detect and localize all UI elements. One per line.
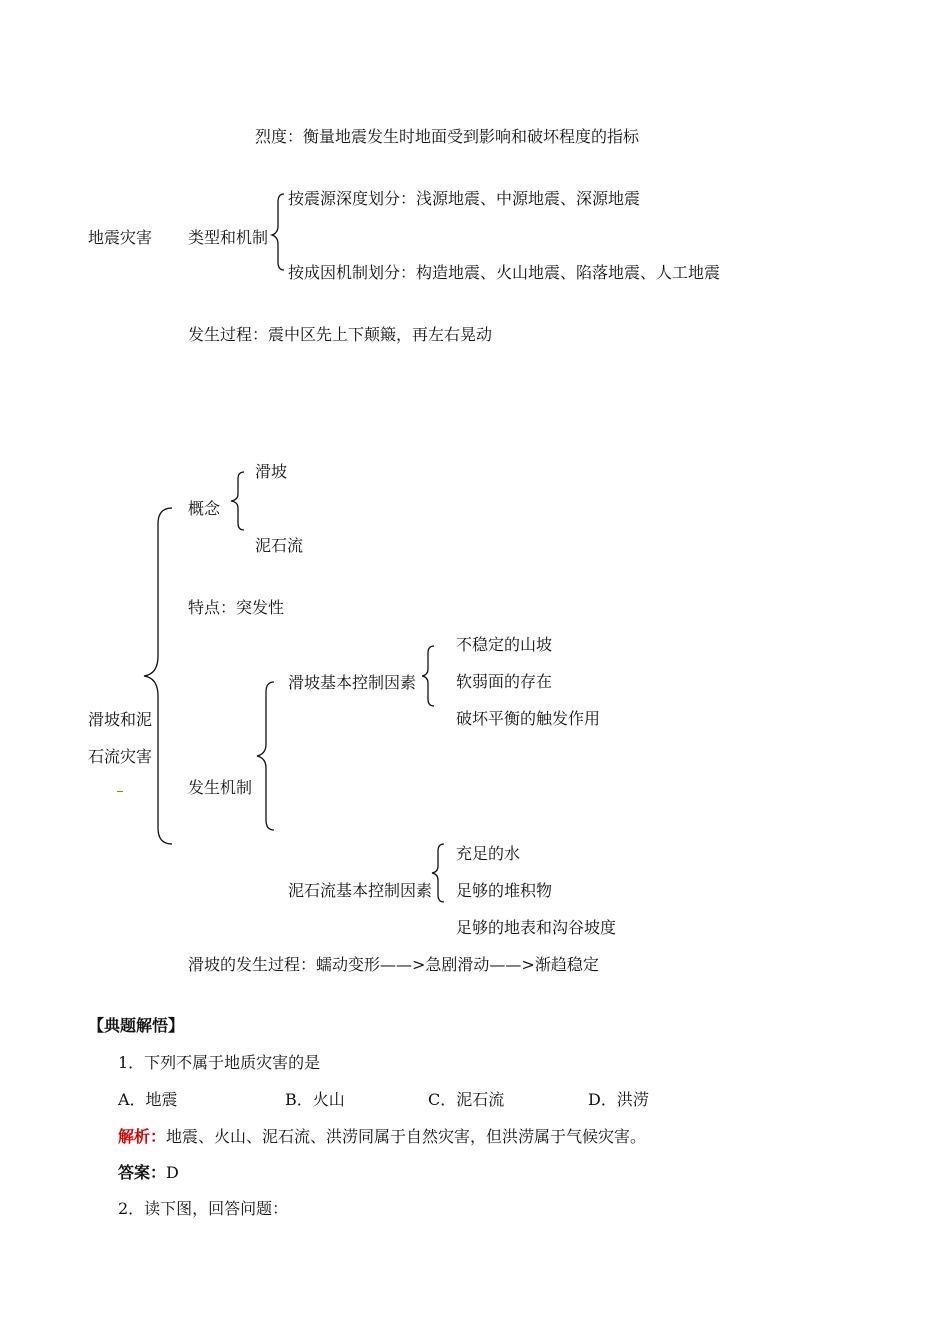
question-1-option-d: D．洪涝	[588, 1090, 649, 1109]
feature-text: 特点：突发性	[188, 598, 285, 617]
landslide-process: 滑坡的发生过程：蠕动变形——>急剧滑动——>渐趋稳定	[188, 955, 599, 974]
slide-factors-label: 滑坡基本控制因素	[288, 673, 417, 692]
slide-factors-brace	[420, 644, 438, 708]
landslide-root-line1: 滑坡和泥	[88, 710, 153, 729]
slide-factor-2: 软弱面的存在	[456, 672, 553, 691]
answer-label: 答案：	[118, 1163, 167, 1182]
type-mechanism-label: 类型和机制	[188, 228, 269, 247]
question-1-option-b: B．火山	[285, 1090, 345, 1109]
question-1-stem: 1．下列不属于地质灾害的是	[118, 1053, 321, 1072]
concept-item-landslide: 滑坡	[255, 462, 288, 481]
debris-factors-brace	[430, 842, 448, 904]
mechanism-brace	[254, 680, 276, 832]
slide-factor-1: 不稳定的山坡	[456, 635, 553, 654]
slide-factor-3: 破坏平衡的触发作用	[456, 709, 601, 728]
analysis-text: 地震、火山、泥石流、洪涝同属于自然灾害，但洪涝属于气候灾害。	[166, 1127, 647, 1146]
earthquake-process: 发生过程：震中区先上下颠簸，再左右晃动	[188, 325, 493, 344]
type-mechanism-brace	[270, 192, 290, 272]
concept-label: 概念	[188, 499, 221, 518]
question-1-option-c: C．泥石流	[428, 1090, 505, 1109]
classification-by-cause: 按成因机制划分：构造地震、火山地震、陷落地震、人工地震	[288, 263, 721, 282]
debris-factor-1: 充足的水	[456, 844, 521, 863]
classification-by-depth: 按震源深度划分：浅源地震、中源地震、深源地震	[288, 189, 641, 208]
intensity-definition: 烈度：衡量地震发生时地面受到影响和破坏程度的指标	[255, 127, 640, 146]
examples-header: 【典题解悟】	[88, 1016, 185, 1035]
question-1-answer	[118, 1163, 179, 1183]
landslide-root-line2: 石流灾害	[88, 747, 153, 766]
debris-factor-2: 足够的堆积物	[456, 881, 553, 900]
landslide-main-brace	[142, 506, 176, 848]
question-2-stem: 2．读下图，回答问题：	[118, 1199, 289, 1218]
debris-factors-label: 泥石流基本控制因素	[288, 881, 433, 900]
concept-brace	[228, 470, 248, 532]
question-1-analysis	[118, 1127, 646, 1147]
analysis-label: 解析：	[118, 1127, 167, 1146]
debris-factor-3: 足够的地表和沟谷坡度	[456, 918, 617, 937]
small-mark	[117, 791, 123, 792]
answer-value: D	[166, 1163, 179, 1182]
earthquake-disaster-root: 地震灾害	[88, 228, 153, 247]
mechanism-label: 发生机制	[188, 778, 253, 797]
question-1-option-a: A．地震	[118, 1090, 178, 1109]
concept-item-debris-flow: 泥石流	[255, 536, 304, 555]
